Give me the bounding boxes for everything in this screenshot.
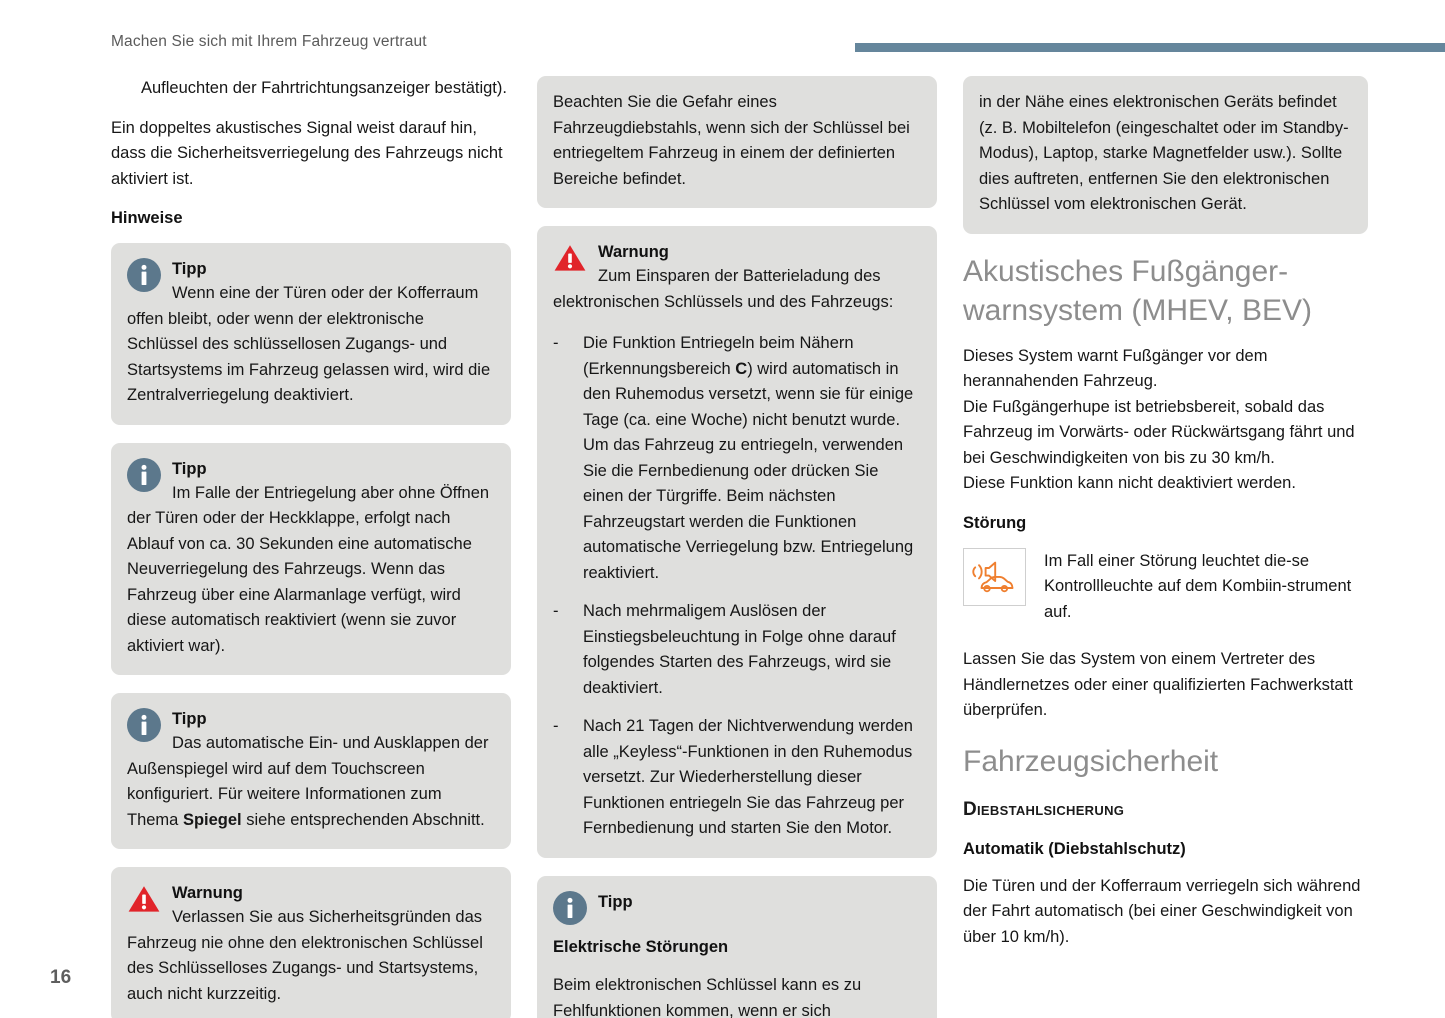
tip-box-electrical bbox=[537, 876, 937, 1018]
tip-box-2 bbox=[111, 443, 511, 676]
tip-title: Tipp bbox=[172, 260, 207, 278]
column-1 bbox=[111, 76, 511, 1018]
column-3 bbox=[963, 76, 1368, 1018]
tip-text: Wenn eine der Türen oder der Kofferraum offen bleibt, oder wenn der elektronische Schlüssel des schlüssellosen Zugangs- und Startsystems im Fahrzeug gelassen wird, wird die Zentralverriegelung deaktiviert. bbox=[127, 284, 491, 404]
subheading-hinweise: Hinweise bbox=[111, 209, 183, 227]
warning-triangle-icon bbox=[553, 241, 587, 275]
tip-title: Tipp bbox=[172, 710, 207, 728]
dash-marker: - bbox=[553, 717, 559, 735]
subheading-automatic: Automatik (Diebstahlschutz) bbox=[963, 839, 1186, 858]
tip-text-part3: siehe entsprechenden Abschnitt. bbox=[241, 810, 485, 829]
warning-text: Verlassen Sie aus Sicherheitsgründen das Fahrzeug nie ohne den elektronischen Schlüssel des Schlüsselloses Zugangs- und Startsystems, auch nicht kurzzeitig. bbox=[127, 908, 483, 1003]
page-number: 16 bbox=[50, 967, 72, 988]
info-circle-icon bbox=[127, 458, 161, 492]
paragraph-pedestrian-3: Diese Funktion kann nicht deaktiviert werden. bbox=[963, 474, 1296, 492]
subheading-stoerung: Störung bbox=[963, 513, 1027, 532]
paragraph-automatic-locking: Die Türen und der Kofferraum verriegeln sich während der Fahrt automatisch (bei einer Geschwindigkeit von über 10 km/h). bbox=[963, 876, 1361, 946]
tip-text-part2: Für weitere Informationen zum Thema bbox=[127, 785, 442, 829]
warning-title: Warnung bbox=[172, 884, 243, 902]
dash-marker: - bbox=[553, 334, 559, 352]
warning-box-battery bbox=[537, 226, 937, 858]
tip-text: Beim elektronischen Schlüssel kann es zu Fehlfunktionen kommen, wenn er sich bbox=[553, 976, 862, 1018]
pedestrian-warning-sound-icon bbox=[963, 548, 1026, 606]
paragraph-continuation: Aufleuchten der Fahrtrichtungsanzeiger bestätigt). bbox=[141, 79, 507, 97]
header-rule bbox=[855, 43, 1445, 52]
telltale-description: Im Fall einer Störung leuchtet die-se Kontrollleuchte auf dem Kombiin-strument auf. bbox=[1044, 551, 1352, 621]
tip-title: Tipp bbox=[172, 459, 207, 478]
heading-vehicle-security: Fahrzeugsicherheit bbox=[963, 744, 1219, 778]
dash-bold-reference: C bbox=[735, 359, 748, 378]
warning-intro: Zum Einsparen der Batterieladung des elektronischen Schlüssels und des Fahrzeugs: bbox=[553, 267, 894, 311]
tip-bold-reference: Spiegel bbox=[182, 810, 242, 829]
dash-list-item bbox=[553, 331, 921, 586]
tip-title: Tipp bbox=[598, 892, 633, 911]
dash-text-before: Die Funktion Entriegeln beim Nähern (Erkennungsbereich bbox=[583, 334, 854, 378]
tip-box-3 bbox=[111, 693, 511, 849]
dash-text-before: Nach mehrmaligem Auslösen der Einstiegsbeleuchtung in Folge ohne darauf folgendes Starten des Fahrzeugs, wird sie deaktiviert. bbox=[583, 602, 896, 697]
dash-list-item bbox=[553, 599, 921, 701]
info-circle-icon bbox=[553, 891, 587, 925]
paragraph-dealer-check: Lassen Sie das System von einem Vertreter des Händlernetzes oder einer qualifizierten Fachwerkstatt überprüfen. bbox=[963, 650, 1353, 719]
electrical-interference-box bbox=[963, 76, 1368, 234]
theft-risk-box bbox=[537, 76, 937, 208]
dash-text-after: ) wird automatisch in den Ruhemodus versetzt, wenn sie für einige Tage (ca. eine Woche) nicht benutzt wurde. Um das Fahrzeug zu entriegeln, verwenden Sie die Fernbedienung oder drücken Sie einen der Türgriffe. Beim nächsten Fahrzeugstart werden die Funktionen automatische Verriegelung bzw. Entriegelung reaktiviert. bbox=[583, 359, 914, 582]
dash-list-item bbox=[553, 714, 921, 842]
tip-text-part1: Das automatische Ein- und Ausklappen der Außenspiegel wird auf dem Touchscreen konfiguriert. bbox=[127, 734, 489, 803]
tip-text: Im Falle der Entriegelung aber ohne Öffnen der Türen oder der Heckklappe, erfolgt nach Ablauf von ca. 30 Sekunden eine automatische Neuverriegelung des Fahrzeugs. Wenn das Fahrzeug über eine Alarmanlage verfügt, wird diese automatisch reaktiviert (wenn sie zuvor aktiviert war). bbox=[127, 483, 490, 655]
warning-box-1 bbox=[111, 867, 511, 1018]
three-column-layout bbox=[111, 76, 1370, 1018]
info-circle-icon bbox=[127, 258, 161, 292]
heading-antitheft: Diebstahlsicherung bbox=[963, 798, 1125, 820]
tip-box-1 bbox=[111, 243, 511, 425]
warning-title: Warnung bbox=[598, 243, 669, 261]
warning-dash-list bbox=[553, 331, 921, 842]
tip-subheading: Elektrische Störungen bbox=[553, 937, 729, 956]
telltale-row bbox=[963, 548, 1368, 626]
warning-triangle-icon bbox=[127, 882, 161, 916]
info-circle-icon bbox=[127, 708, 161, 742]
electrical-interference-text: in der Nähe eines elektronischen Geräts befindet (z. B. Mobiltelefon (eingeschaltet oder im Standby-Modus), Laptop, starke Magnetfelder usw.). Sollte dies auftreten, entfernen Sie den elektronischen Schlüssel vom elektronischen Gerät. bbox=[979, 93, 1349, 213]
dash-marker: - bbox=[553, 602, 559, 620]
heading-pedestrian-warning-system: Akustisches Fußgänger-warnsystem (MHEV, BEV) bbox=[963, 254, 1312, 327]
column-2 bbox=[537, 76, 937, 1018]
theft-risk-text: Beachten Sie die Gefahr eines Fahrzeugdiebstahls, wenn sich der Schlüssel bei entriegeltem Fahrzeug in einem der definierten Bereiche befindet. bbox=[553, 93, 910, 188]
dash-text-before: Nach 21 Tagen der Nichtverwendung werden alle „Keyless“-Funktionen in den Ruhemodus versetzt. Zur Wiederherstellung dieser Funktionen entriegeln Sie das Fahrzeug per Fernbedienung und starten Sie den Motor. bbox=[583, 717, 913, 837]
paragraph-pedestrian-1: Dieses System warnt Fußgänger vor dem herannahenden Fahrzeug. bbox=[963, 346, 1268, 390]
breadcrumb: Machen Sie sich mit Ihrem Fahrzeug vertraut bbox=[111, 33, 427, 50]
paragraph-pedestrian-2: Die Fußgängerhupe ist betriebsbereit, sobald das Fahrzeug im Vorwärts- oder Rückwärtsgang fährt und bei Geschwindigkeiten von bis zu 30 km/h. bbox=[963, 397, 1355, 467]
paragraph-double-signal: Ein doppeltes akustisches Signal weist darauf hin, dass die Sicherheitsverriegelung des Fahrzeugs nicht aktiviert ist. bbox=[111, 118, 503, 188]
